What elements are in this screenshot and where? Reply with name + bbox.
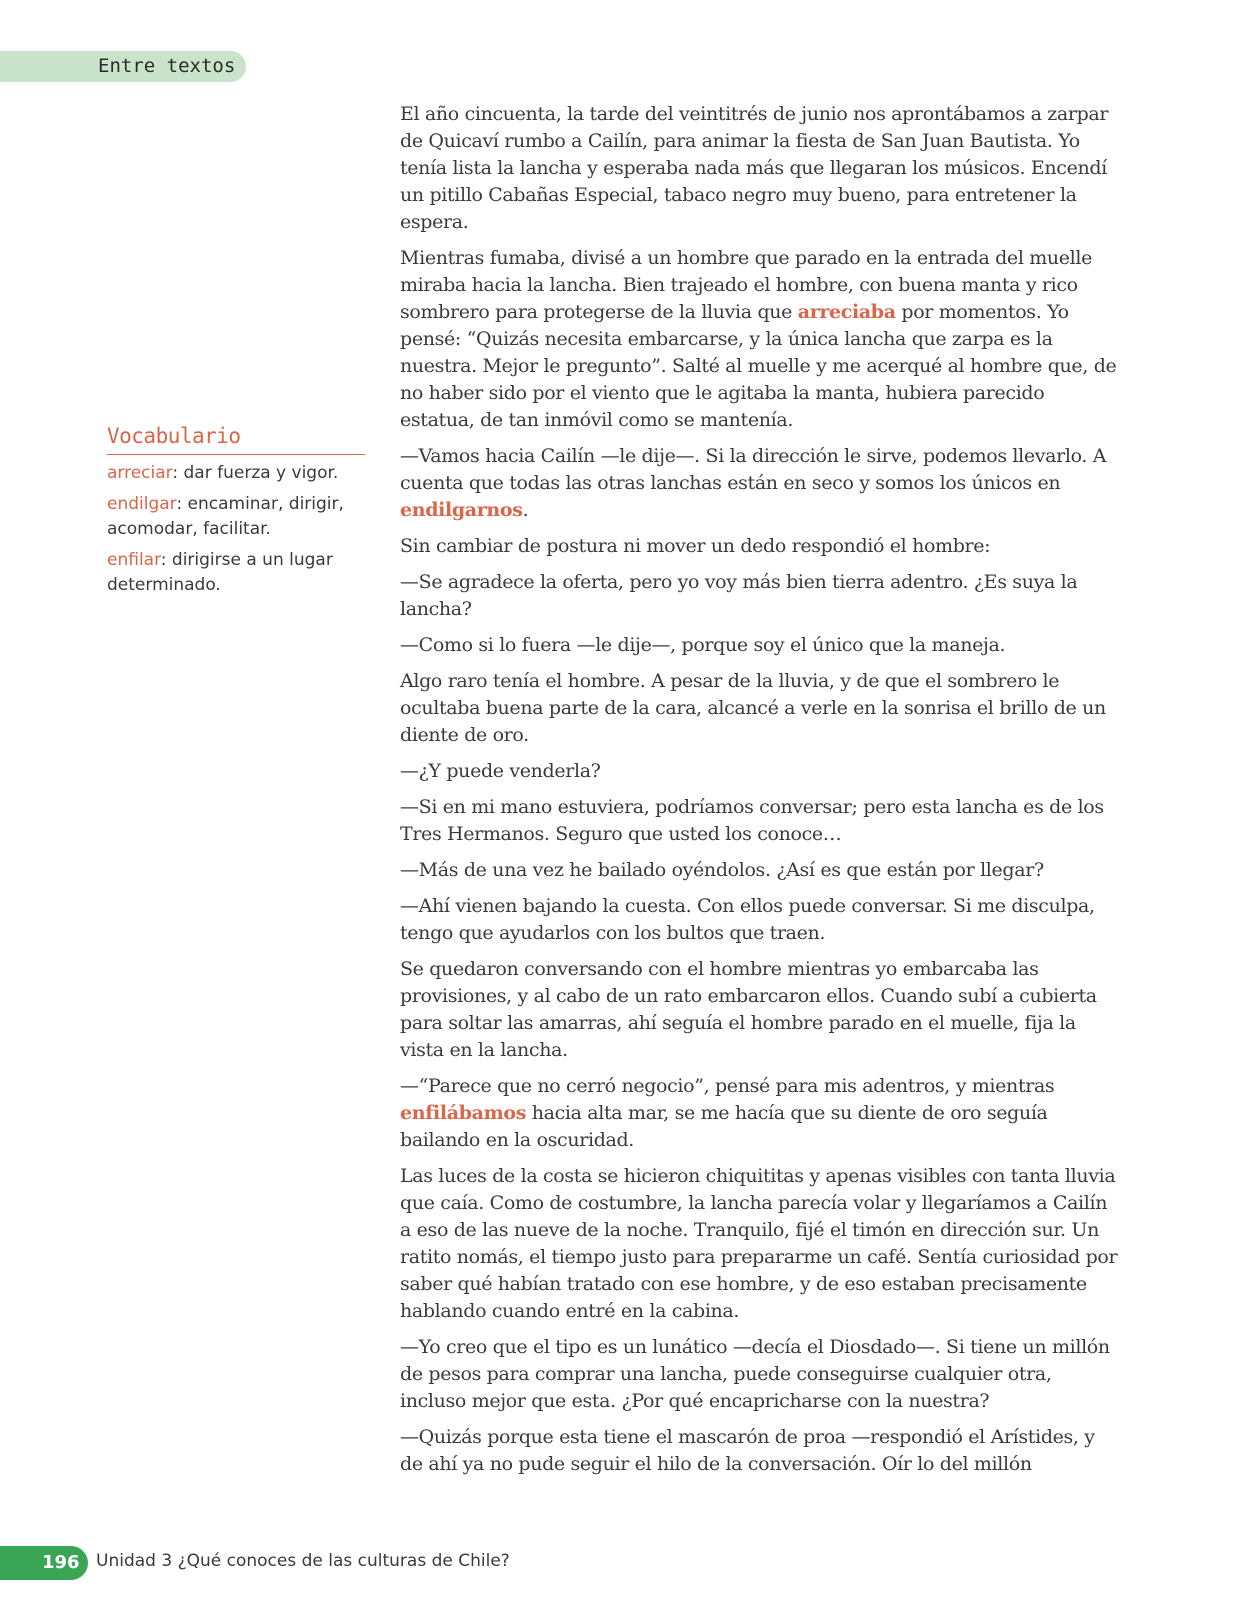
paragraph: —Ahí vienen bajando la cuesta. Con ellos puede conversar. Si me disculpa, tengo que ayudarlos con los bultos que traen. <box>400 895 1095 944</box>
paragraph-text: por momentos. Yo pensé: “Quizás necesita embarcarse, y la única lancha que zarpa es la nuestra. Mejor le pregunto”. Salté al muelle y me acerqué al hombre que, de no haber sido por el viento que le agitaba la manta, hubiera parecido estatua, de tan inmóvil como se mantenía. <box>400 301 1117 431</box>
vocab-definition: : encaminar, dirigir, acomodar, facilitar. <box>107 494 344 539</box>
vocab-highlight-enfilabamos: enfilábamos <box>400 1102 527 1124</box>
vocab-definition: : dar fuerza y vigor. <box>172 463 339 483</box>
vocab-definition: : dirigirse a un lugar determinado. <box>107 550 333 595</box>
vocab-highlight-endilgarnos: endilgarnos <box>400 499 523 521</box>
page-number-badge <box>0 1546 88 1580</box>
paragraph: —Si en mi mano estuviera, podríamos conversar; pero esta lancha es de los Tres Hermanos. Seguro que usted los conoce… <box>400 796 1104 845</box>
section-label: Entre textos <box>98 55 236 77</box>
vocab-entry-endilgar <box>107 492 365 542</box>
paragraph: El año cincuenta, la tarde del veintitrés de junio nos aprontábamos a zarpar de Quicaví rumbo a Cailín, para animar la fiesta de San Juan Bautista. Yo tenía lista la lancha y esperaba nada más que llegaran los músicos. Encendí un pitillo Cabañas Especial, tabaco negro muy bueno, para entretener la espera. <box>400 103 1109 233</box>
paragraph: —Se agradece la oferta, pero yo voy más bien tierra adentro. ¿Es suya la lancha? <box>400 571 1078 620</box>
paragraph-text: —“Parece que no cerró negocio”, pensé para mis adentros, y mientras <box>400 1075 1055 1097</box>
paragraph-text: . <box>522 499 529 521</box>
paragraph: —¿Y puede venderla? <box>400 760 601 782</box>
vocab-entry-enfilar <box>107 548 365 598</box>
vocab-entry-arreciar <box>107 461 365 486</box>
vocabulary-title: Vocabulario <box>107 424 365 455</box>
vocab-term: endilgar <box>107 494 177 514</box>
paragraph-text: Mientras fumaba, divisé a un hombre que parado en la entrada del muelle miraba hacia la lancha. Bien trajeado el hombre, con buena manta y rico sombrero para protegerse de la lluvia que <box>400 247 1093 323</box>
paragraph-text: hacia alta mar, se me hacía que su diente de oro seguía bailando en la oscuridad. <box>400 1102 1048 1151</box>
vocab-term: arreciar <box>107 463 173 483</box>
paragraph-text: —Vamos hacia Cailín —le dije—. Si la dirección le sirve, podemos llevarlo. A cuenta que todas las otras lanchas están en seco y somos los únicos en <box>400 445 1107 494</box>
paragraph: Se quedaron conversando con el hombre mientras yo embarcaba las provisiones, y al cabo de un rato embarcaron ellos. Cuando subí a cubierta para soltar las amarras, ahí seguía el hombre parado en el muelle, fija la vista en la lancha. <box>400 958 1097 1061</box>
paragraph: —Quizás porque esta tiene el mascarón de proa —respondió el Arístides, y de ahí ya no pude seguir el hilo de la conversación. Oír lo del millón <box>400 1426 1095 1475</box>
paragraph <box>400 443 1118 524</box>
section-tab <box>0 51 246 82</box>
unit-title: Unidad 3 ¿Qué conoces de las culturas de Chile? <box>96 1551 510 1571</box>
paragraph: Algo raro tenía el hombre. A pesar de la lluvia, y de que el sombrero le ocultaba buena parte de la cara, alcancé a verle en la sonrisa el brillo de un diente de oro. <box>400 670 1106 746</box>
page-number: 196 <box>42 1552 80 1573</box>
vocabulary-box <box>107 424 365 604</box>
paragraph: —Como si lo fuera —le dije—, porque soy el único que la maneja. <box>400 634 1006 656</box>
story-text <box>400 101 1118 1487</box>
paragraph: —Más de una vez he bailado oyéndolos. ¿Así es que están por llegar? <box>400 859 1044 881</box>
paragraph <box>400 1073 1118 1154</box>
vocab-term: enfilar <box>107 550 161 570</box>
paragraph <box>400 245 1118 434</box>
paragraph: Las luces de la costa se hicieron chiquititas y apenas visibles con tanta lluvia que caía. Como de costumbre, la lancha parecía volar y llegaríamos a Cailín a eso de las nueve de la noche. Tranquilo, fijé el timón en dirección sur. Un ratito nomás, el tiempo justo para prepararme un café. Sentía curiosidad por saber qué habían tratado con ese hombre, y de eso estaban precisamente hablando cuando entré en la cabina. <box>400 1165 1118 1322</box>
paragraph: Sin cambiar de postura ni mover un dedo respondió el hombre: <box>400 535 991 557</box>
vocab-highlight-arreciaba: arreciaba <box>797 301 896 323</box>
paragraph: —Yo creo que el tipo es un lunático —decía el Diosdado—. Si tiene un millón de pesos para comprar una lancha, puede conseguirse cualquier otra, incluso mejor que esta. ¿Por qué encapricharse con la nuestra? <box>400 1336 1110 1412</box>
